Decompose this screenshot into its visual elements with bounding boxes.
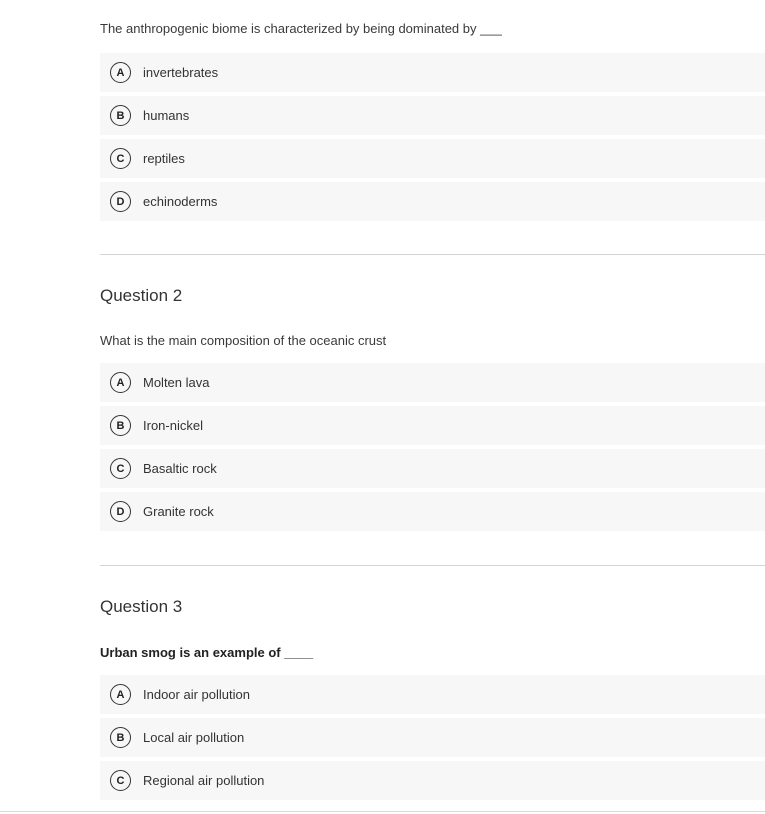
question-1-prompt: The anthropogenic biome is characterized by being dominated by ___ bbox=[100, 21, 502, 36]
option-letter-c: C bbox=[110, 148, 131, 169]
option-label: Local air pollution bbox=[143, 730, 245, 745]
question-2-option-d[interactable] bbox=[100, 492, 765, 531]
question-1-option-d[interactable] bbox=[100, 182, 765, 221]
option-letter-b: B bbox=[110, 415, 131, 436]
option-letter-c: C bbox=[110, 458, 131, 479]
question-1-option-b[interactable] bbox=[100, 96, 765, 135]
option-label: Molten lava bbox=[143, 375, 210, 390]
question-3-heading: Question 3 bbox=[100, 597, 183, 616]
question-2 bbox=[100, 286, 765, 535]
question-1 bbox=[100, 21, 765, 225]
question-1-option-a[interactable] bbox=[100, 53, 765, 92]
question-3-option-a[interactable] bbox=[100, 675, 765, 714]
question-3 bbox=[100, 597, 765, 804]
question-1-option-c[interactable] bbox=[100, 139, 765, 178]
question-3-option-b[interactable] bbox=[100, 718, 765, 757]
option-letter-b: B bbox=[110, 727, 131, 748]
question-2-options bbox=[100, 363, 765, 531]
question-3-prompt: Urban smog is an example of ____ bbox=[100, 645, 314, 660]
page-bottom-border bbox=[0, 811, 765, 812]
option-letter-a: A bbox=[110, 684, 131, 705]
question-2-option-b[interactable] bbox=[100, 406, 765, 445]
option-letter-d: D bbox=[110, 501, 131, 522]
option-letter-a: A bbox=[110, 62, 131, 83]
option-label: Iron-nickel bbox=[143, 418, 203, 433]
option-label: Indoor air pollution bbox=[143, 687, 250, 702]
option-letter-d: D bbox=[110, 191, 131, 212]
option-letter-b: B bbox=[110, 105, 131, 126]
option-label: echinoderms bbox=[143, 194, 218, 209]
question-3-options bbox=[100, 675, 765, 800]
question-divider bbox=[100, 565, 765, 566]
option-label: Granite rock bbox=[143, 504, 214, 519]
question-3-option-c[interactable] bbox=[100, 761, 765, 800]
option-label: Basaltic rock bbox=[143, 461, 217, 476]
option-label: humans bbox=[143, 108, 190, 123]
question-2-option-a[interactable] bbox=[100, 363, 765, 402]
option-letter-c: C bbox=[110, 770, 131, 791]
option-label: Regional air pollution bbox=[143, 773, 265, 788]
option-label: reptiles bbox=[143, 151, 185, 166]
option-letter-a: A bbox=[110, 372, 131, 393]
question-2-option-c[interactable] bbox=[100, 449, 765, 488]
question-2-prompt: What is the main composition of the oceanic crust bbox=[100, 333, 387, 348]
question-2-heading: Question 2 bbox=[100, 286, 183, 305]
question-1-options bbox=[100, 53, 765, 221]
option-label: invertebrates bbox=[143, 65, 219, 80]
question-divider bbox=[100, 254, 765, 255]
